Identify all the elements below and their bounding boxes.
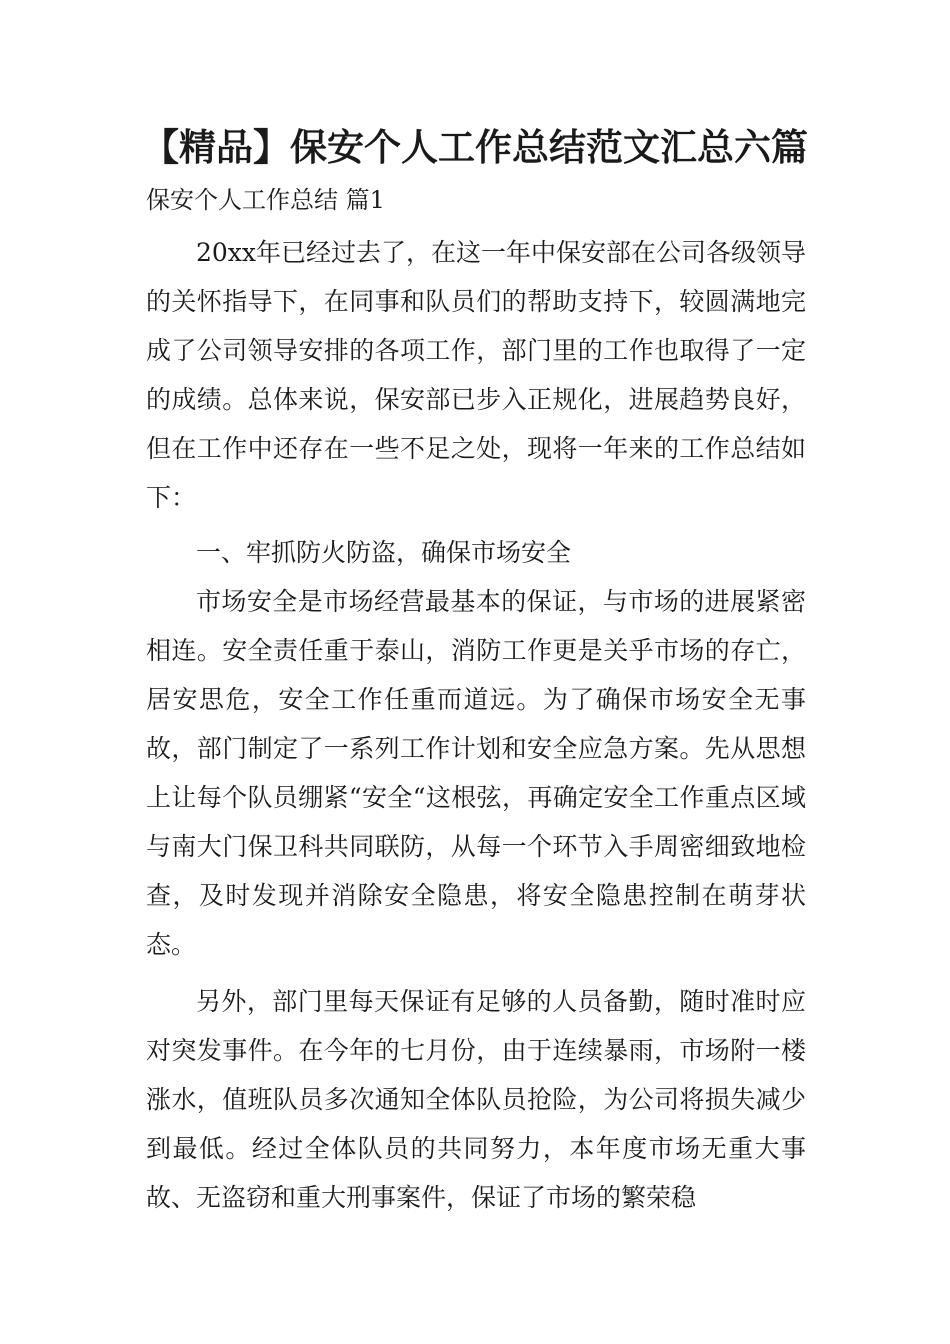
document-body xyxy=(146,180,806,1222)
subheading-fire-theft-prevention: 一、牢抓防火防盗，确保市场安全 xyxy=(196,538,572,567)
paragraph-market-safety: 市场安全是市场经营最基本的保证，与市场的进展紧密相连。安全责任重于泰山，消防工作更是关乎市场的存亡，居安思危，安全工作任重而道远。为了确保市场安全无事故，部门制定了一系列工作计划和安全应急方案。先从思想上让每个队员绷紧“安全“这根弦，再确定安全工作重点区域与南大门保卫科共同联防，从每一个环节入手周密细致地检查，及时发现并消除安全隐患，将安全隐患控制在萌芽状态。 xyxy=(146,587,806,959)
document-title: 【精品】保安个人工作总结范文汇总六篇 xyxy=(142,126,808,169)
section-heading: 保安个人工作总结 篇1 xyxy=(146,186,385,214)
paragraph-intro: 20xx年已经过去了，在这一年中保安部在公司各级领导的关怀指导下，在同事和队员们的帮助支持下，较圆满地完成了公司领导安排的各项工作，部门里的工作也取得了一定的成绩。总体来说，保安部已步入正规化，进展趋势良好，但在工作中还存在一些不足之处，现将一年来的工作总结如下： xyxy=(146,238,807,512)
paragraph-emergency-response: 另外，部门里每天保证有足够的人员备勤，随时准时应对突发事件。在今年的七月份，由于连续暴雨，市场附一楼涨水，值班队员多次通知全体队员抢险，为公司将损失减少到最低。经过全体队员的共同努力，本年度市场无重大事故、无盗窃和重大刑事案件，保证了市场的繁荣稳 xyxy=(146,987,806,1212)
